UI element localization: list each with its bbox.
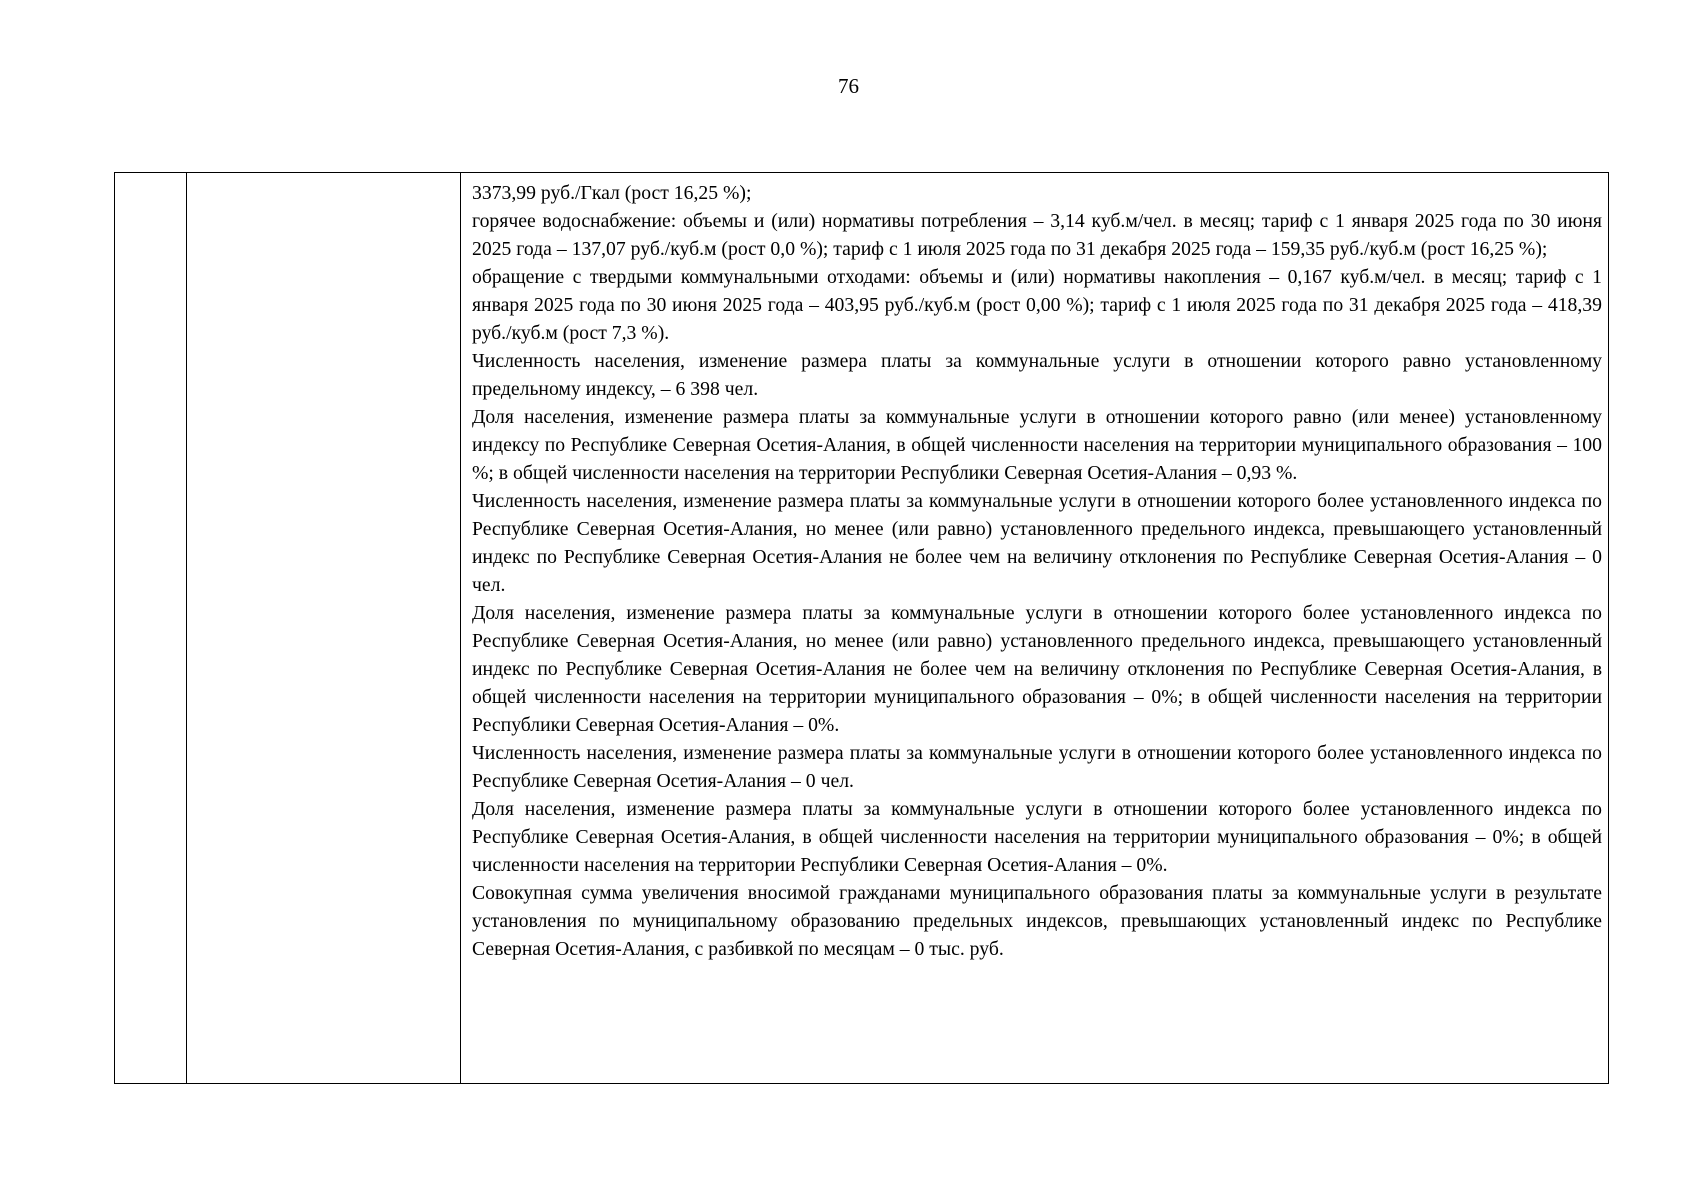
table-cell-number (115, 173, 187, 1083)
table-paragraph: Численность населения, изменение размера платы за коммунальные услуги в отношении которого более установленного индекса по Республике Северная Осетия-Алания – 0 чел. (472, 742, 1602, 792)
table-paragraph: 3373,99 руб./Гкал (рост 16,25 %); (472, 182, 752, 204)
table-paragraph: Доля населения, изменение размера платы за коммунальные услуги в отношении которого более установленного индекса по Республике Северная Осетия-Алания, в общей численности населения на территории муниципального образования – 0%; в общей численности населения на территории Республики Северная Осетия-Алания – 0%. (472, 798, 1602, 876)
table-cell-content (461, 173, 1608, 1083)
table-paragraph: Численность населения, изменение размера платы за коммунальные услуги в отношении которого более установленного индекса по Республике Северная Осетия-Алания, но менее (или равно) установленного предельного индекса, превышающего установленный индекс по Республике Северная Осетия-Алания не более чем на величину отклонения по Республике Северная Осетия-Алания – 0 чел. (472, 490, 1602, 596)
table-cell-indicator (187, 173, 461, 1083)
table-paragraph: Совокупная сумма увеличения вносимой гражданами муниципального образования платы за коммунальные услуги в результате установления по муниципальному образованию предельных индексов, превышающих установленный индекс по Республике Северная Осетия-Алания, с разбивкой по месяцам – 0 тыс. руб. (472, 882, 1602, 960)
table-paragraph: Доля населения, изменение размера платы за коммунальные услуги в отношении которого равно (или менее) установленному индексу по Республике Северная Осетия-Алания, в общей численности населения на территории муниципального образования – 100 %; в общей численности населения на территории Республики Северная Осетия-Алания – 0,93 %. (472, 406, 1602, 484)
document-table (114, 172, 1609, 1084)
table-paragraph: обращение с твердыми коммунальными отходами: объемы и (или) нормативы накопления – 0,167 куб.м/чел. в месяц; тариф с 1 января 2025 года по 30 июня 2025 года – 403,95 руб./куб.м (рост 0,00 %); тариф с 1 июля 2025 года по 31 декабря 2025 года – 418,39 руб./куб.м (рост 7,3 %). (472, 266, 1602, 344)
table-paragraph: горячее водоснабжение: объемы и (или) нормативы потребления – 3,14 куб.м/чел. в месяц; тариф с 1 января 2025 года по 30 июня 2025 года – 137,07 руб./куб.м (рост 0,0 %); тариф с 1 июля 2025 года по 31 декабря 2025 года – 159,35 руб./куб.м (рост 16,25 %); (472, 210, 1602, 260)
table-paragraph: Доля населения, изменение размера платы за коммунальные услуги в отношении которого более установленного индекса по Республике Северная Осетия-Алания, но менее (или равно) установленного предельного индекса, превышающего установленный индекс по Республике Северная Осетия-Алания не более чем на величину отклонения по Республике Северная Осетия-Алания, в общей численности населения на территории муниципального образования – 0%; в общей численности населения на территории Республики Северная Осетия-Алания – 0%. (472, 602, 1602, 736)
table-paragraph: Численность населения, изменение размера платы за коммунальные услуги в отношении которого равно установленному предельному индексу, – 6 398 чел. (472, 350, 1602, 400)
page-number: 76 (838, 74, 859, 98)
